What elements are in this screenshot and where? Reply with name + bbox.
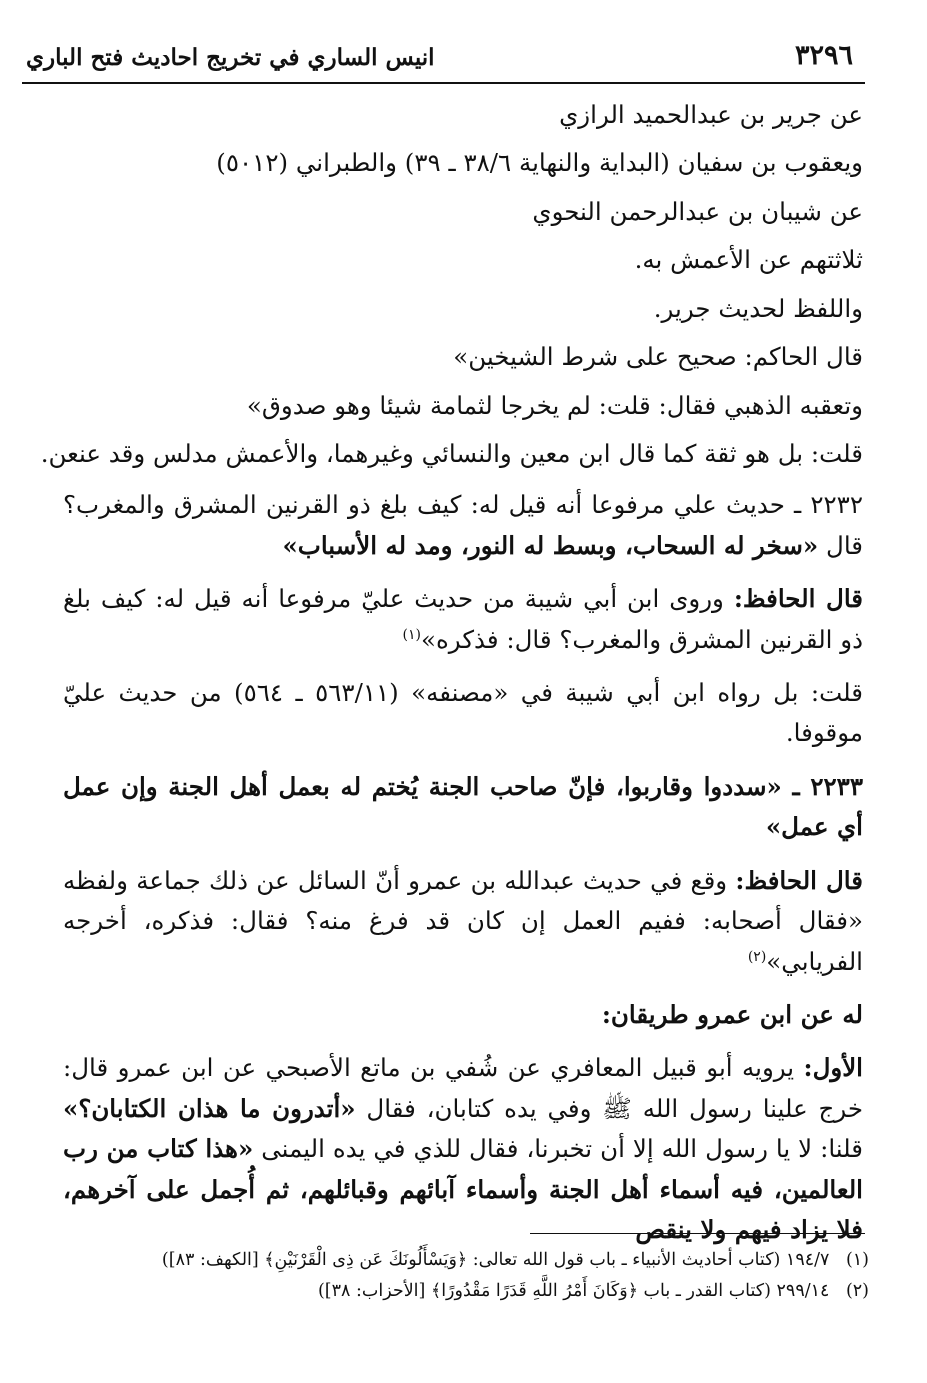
hadith-quote: «هذا كتاب من رب العالمين، فيه أسماء أهل الجنة وأسماء آبائهم وقبائلهم، ثم أُجمل على آخرهم، فلا يزاد فيهم ولا ينقص bbox=[63, 1134, 863, 1245]
comment-label: قال الحافظ: bbox=[733, 584, 864, 614]
route-text: يرويه أبو قبيل المعافري عن شُفي بن ماتع الأصبحي عن ابن عمرو قال: خرج علينا رسول الله ﷺ وفي يده كتابان، فقال bbox=[63, 1053, 863, 1123]
footnotes bbox=[49, 1245, 869, 1306]
hadith-matn: «سخر له السحاب، وبسط له النور، ومد له الأسباب» bbox=[282, 530, 819, 560]
comment-text: وروى ابن أبي شيبة من حديث عليّ مرفوعا أنه قيل له: كيف بلغ ذو القرنين المشرق والمغرب؟ قال: فذكره» bbox=[63, 584, 863, 654]
text-line: ويعقوب بن سفيان (البداية والنهاية ٣٨/٦ ـ ٣٩) والطبراني (٥٠١٢) bbox=[216, 148, 863, 178]
text-line: قلت: بل هو ثقة كما قال ابن معين والنسائي وغيرهما، والأعمش مدلس وقد عنعن. bbox=[40, 438, 863, 468]
first-route bbox=[63, 1048, 863, 1250]
text-line: عن جرير بن عبدالحميد الرازي bbox=[559, 100, 863, 129]
footnote bbox=[49, 1245, 869, 1276]
footnote bbox=[49, 1276, 869, 1307]
comment-text: وقع في حديث عبدالله بن عمرو أنّ السائل عن ذلك جماعة ولفظه «فقال أصحابه: ففيم العمل إن كان قد فرغ منه؟ فقال: فذكره، أخرجه الفريابي» bbox=[63, 865, 863, 976]
hafiz-comment-2 bbox=[63, 861, 863, 982]
route-label: الأول: bbox=[803, 1053, 863, 1083]
text-line: قال الحاكم: صحيح على شرط الشيخين» bbox=[453, 342, 863, 372]
text-line: عن شيبان بن عبدالرحمن النحوي bbox=[532, 196, 863, 226]
comment-label: قال الحافظ: bbox=[735, 865, 863, 895]
text-line: وتعقبه الذهبي فقال: قلت: لم يخرجا لثمامة شيئا وهو صدوق» bbox=[246, 390, 863, 420]
footnote-number: (٢) bbox=[845, 1280, 869, 1301]
page-number: ٣٢٩٦ bbox=[794, 40, 853, 71]
text-line: ثلاثتهم عن الأعمش به. bbox=[634, 245, 863, 275]
footnote-number: (١) bbox=[845, 1250, 869, 1270]
hadith-2233: ٢٢٣٣ ـ «سددوا وقاربوا، فإنّ صاحب الجنة يُختم له بعمل أهل الجنة وإن عمل أي عمل» bbox=[63, 771, 863, 842]
hadith-quote: «أتدرون ما هذان الكتابان؟» bbox=[63, 1093, 356, 1123]
route-text: قلنا: لا يا رسول الله إلا أن تخبرنا، فقال للذي في يده اليمنى bbox=[253, 1134, 864, 1164]
footnote-text: ٢٩٩/١٤ (كتاب القدر ـ باب ﴿وَكَانَ أَمْرُ اللَّهِ قَدَرًا مَقْدُورًا﴾ [الأحزاب: ٣٨]) bbox=[317, 1280, 830, 1301]
running-title: انيس الساري في تخريج احاديث فتح الباري bbox=[26, 44, 435, 71]
author-note: قلت: بل رواه ابن أبي شيبة في «مصنفه» (٥٦٣/١١ ـ ٥٦٤) من حديث عليّ موقوفا. bbox=[63, 678, 863, 748]
footnote-text: ١٩٤/٧ (كتاب أحاديث الأنبياء ـ باب قول الله تعالى: ﴿وَيَسْأَلُونَكَ عَن ذِى الْقَرْنَيْنِ﴾ [الكهف: ٨٣]) bbox=[161, 1250, 830, 1270]
hafiz-comment-1 bbox=[63, 579, 863, 660]
text-line: واللفظ لحديث جرير. bbox=[653, 293, 863, 323]
page-body bbox=[40, 95, 864, 1264]
footnote-ref: (١) bbox=[402, 626, 421, 643]
hadith-2232 bbox=[63, 485, 863, 566]
hadith-text: ٢٢٣٢ ـ حديث علي مرفوعا أنه قيل له: كيف بلغ ذو القرنين المشرق والمغرب؟ قال bbox=[63, 490, 863, 560]
footnote-ref: (٢) bbox=[747, 948, 767, 965]
page-header bbox=[22, 34, 865, 84]
section-heading: له عن ابن عمرو طريقان: bbox=[601, 1000, 863, 1030]
footnote-separator bbox=[530, 1233, 865, 1234]
